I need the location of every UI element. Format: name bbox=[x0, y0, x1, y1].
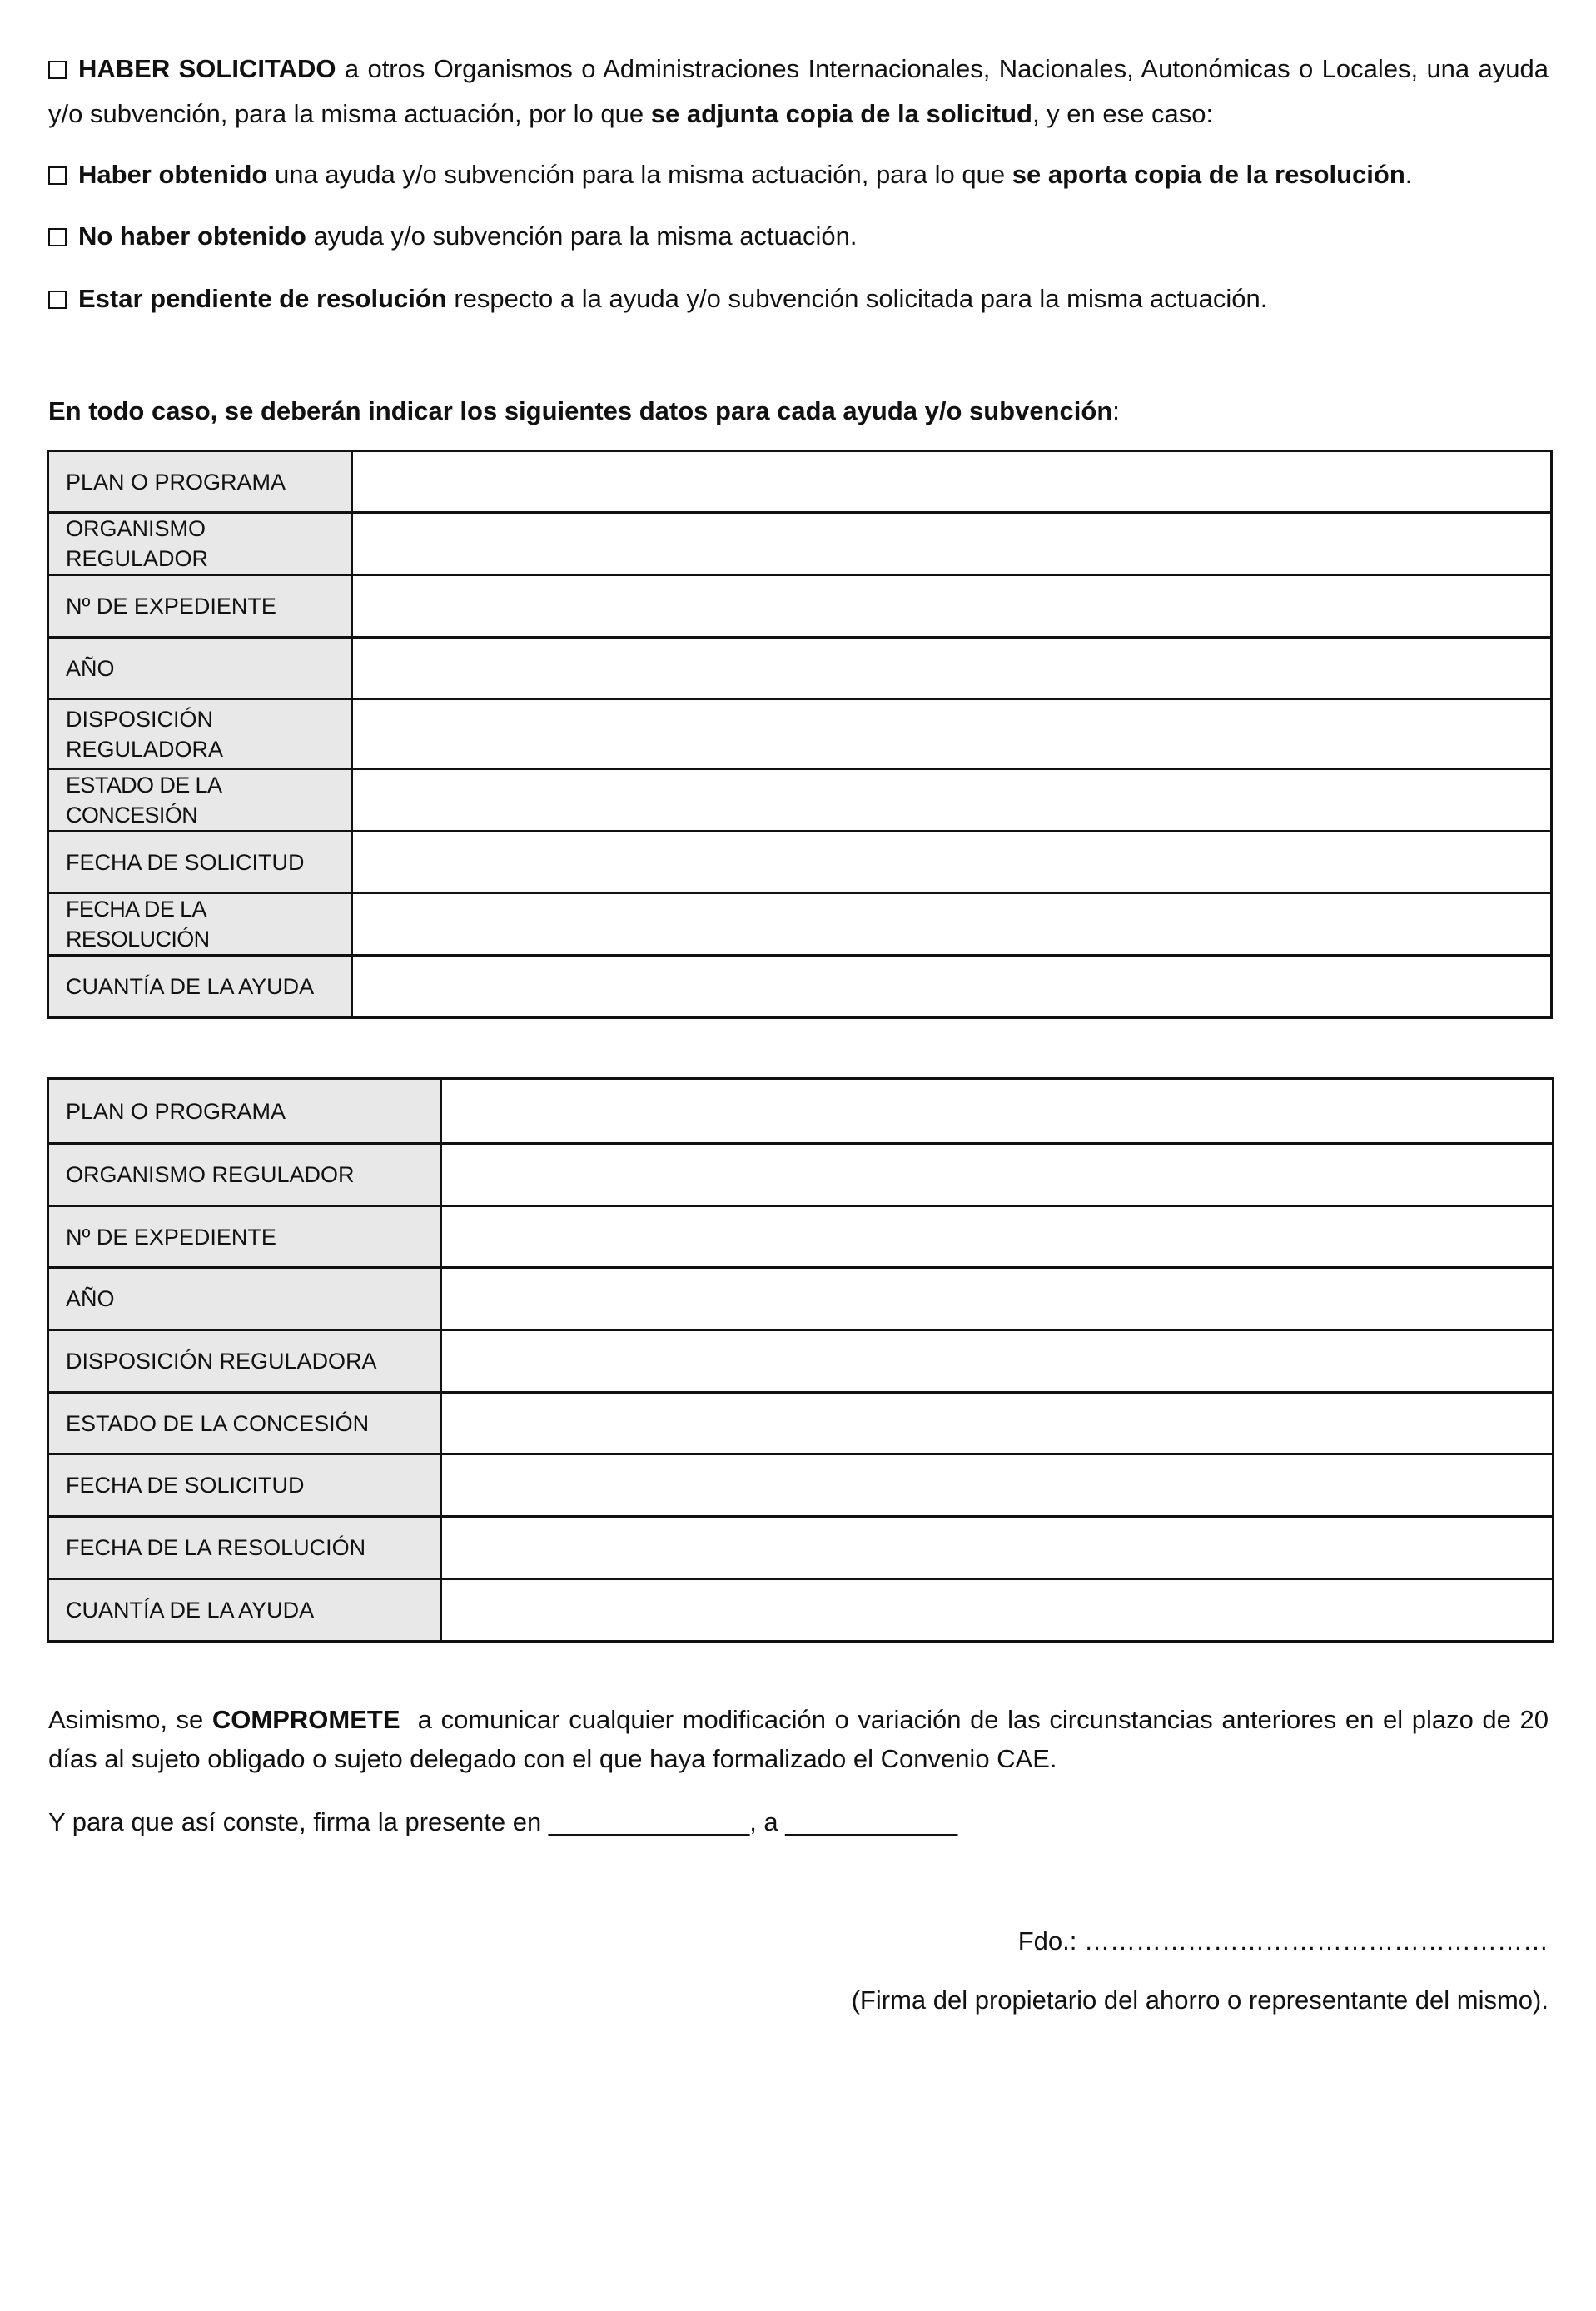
closing-line: Y para que así conste, firma la presente en ______________, a ____________ bbox=[48, 1807, 958, 1836]
table-row bbox=[48, 1268, 1554, 1330]
row-label: AÑO bbox=[48, 638, 352, 699]
option-text: una ayuda y/o subvención para la misma actuación, para lo que bbox=[267, 160, 1012, 189]
row-label: Nº DE EXPEDIENTE bbox=[48, 575, 352, 638]
pendiente-checkbox[interactable] bbox=[48, 291, 67, 309]
intro-bold-2: se adjunta copia de la solicitud bbox=[650, 99, 1032, 128]
row-label: CUANTÍA DE LA AYUDA bbox=[48, 956, 352, 1018]
row-label: FECHA DE SOLICITUD bbox=[48, 1454, 441, 1517]
organismo-regulador-field[interactable] bbox=[352, 513, 1552, 575]
commitment-text: a comunicar cualquier modificación o variación de las circunstancias anteriores en el plazo de 20 días al sujeto obligado o sujeto delegado con el que haya formalizado el Convenio CAE. bbox=[48, 1705, 1556, 1773]
signature-note: (Firma del propietario del ahorro o representante del mismo). bbox=[851, 1985, 1549, 2015]
estado-concesion-field[interactable] bbox=[441, 1393, 1554, 1454]
anio-field[interactable] bbox=[441, 1268, 1554, 1330]
table-heading-end: : bbox=[1112, 396, 1120, 425]
option-no-obtenido bbox=[48, 220, 1549, 253]
option-bold: No haber obtenido bbox=[78, 221, 306, 251]
row-label: DISPOSICIÓN REGULADORA bbox=[48, 699, 352, 769]
table-row bbox=[48, 893, 1552, 956]
row-label: PLAN O PROGRAMA bbox=[48, 451, 352, 513]
row-label: FECHA DE SOLICITUD bbox=[48, 832, 352, 893]
table-row bbox=[48, 1393, 1554, 1454]
row-label: ESTADO DE LA CONCESIÓN bbox=[48, 1393, 441, 1454]
commitment-start: Asimismo, se bbox=[48, 1705, 212, 1734]
table-row bbox=[48, 1517, 1554, 1579]
intro-text: a otros Organismos o Administraciones Internacionales, Nacionales, Autonómicas o Locales, una ayuda y/o subvención, para la misma actuación, por lo que bbox=[48, 54, 1549, 128]
row-label: ORGANISMO REGULADOR bbox=[48, 1144, 441, 1206]
table-row bbox=[48, 513, 1552, 575]
option-pendiente bbox=[48, 282, 1549, 316]
cuantia-field[interactable] bbox=[441, 1579, 1554, 1642]
anio-field[interactable] bbox=[352, 638, 1552, 699]
table-row bbox=[48, 575, 1552, 638]
organismo-regulador-field[interactable] bbox=[441, 1144, 1554, 1206]
intro-bold: HABER SOLICITADO bbox=[78, 54, 336, 83]
signature-line[interactable]: Fdo.: ……………………………………………… bbox=[1017, 1926, 1549, 1956]
row-label: AÑO bbox=[48, 1268, 441, 1330]
table-row bbox=[48, 956, 1552, 1018]
aid-table-1 bbox=[47, 450, 1553, 1019]
fecha-solicitud-field[interactable] bbox=[352, 832, 1552, 893]
row-label: PLAN O PROGRAMA bbox=[48, 1079, 441, 1144]
commitment-bold: COMPROMETE bbox=[211, 1705, 400, 1734]
row-label: FECHA DE LA RESOLUCIÓN bbox=[48, 893, 352, 956]
option-text: respecto a la ayuda y/o subvención solicitada para la misma actuación. bbox=[446, 284, 1268, 313]
table-row bbox=[48, 1579, 1554, 1642]
row-label: CUANTÍA DE LA AYUDA bbox=[48, 1579, 441, 1642]
plan-programa-field[interactable] bbox=[441, 1079, 1554, 1144]
table-row bbox=[48, 1330, 1554, 1393]
option-bold: Estar pendiente de resolución bbox=[78, 284, 447, 313]
option-obtenido bbox=[48, 158, 1549, 191]
cuantia-field[interactable] bbox=[352, 956, 1552, 1018]
option-bold: Haber obtenido bbox=[78, 160, 268, 189]
table-row bbox=[48, 1454, 1554, 1517]
no-obtenido-checkbox[interactable] bbox=[48, 228, 67, 246]
row-label: ORGANISMO REGULADOR bbox=[48, 513, 352, 575]
fecha-solicitud-field[interactable] bbox=[441, 1454, 1554, 1517]
table-row bbox=[48, 451, 1552, 513]
fecha-resolucion-field[interactable] bbox=[352, 893, 1552, 956]
disposicion-reguladora-field[interactable] bbox=[352, 699, 1552, 769]
table-heading-bold: En todo caso, se deberán indicar los siguientes datos para cada ayuda y/o subvención bbox=[48, 396, 1113, 425]
option-text: ayuda y/o subvención para la misma actuación. bbox=[306, 221, 858, 251]
table-row bbox=[48, 769, 1552, 832]
option-bold-2: se aporta copia de la resolución bbox=[1012, 160, 1405, 189]
table-row bbox=[48, 638, 1552, 699]
table-row bbox=[48, 832, 1552, 893]
haber-solicitado-checkbox[interactable] bbox=[48, 61, 67, 79]
expediente-field[interactable] bbox=[352, 575, 1552, 638]
table-row bbox=[48, 1206, 1554, 1268]
row-label: FECHA DE LA RESOLUCIÓN bbox=[48, 1517, 441, 1579]
table-row bbox=[48, 1079, 1554, 1144]
table-row bbox=[48, 699, 1552, 769]
plan-programa-field[interactable] bbox=[352, 451, 1552, 513]
intro-end: , y en ese caso: bbox=[1032, 99, 1214, 128]
aid-table-2 bbox=[47, 1077, 1554, 1643]
estado-concesion-field[interactable] bbox=[352, 769, 1552, 832]
table-row bbox=[48, 1144, 1554, 1206]
obtenido-checkbox[interactable] bbox=[48, 166, 67, 185]
row-label: Nº DE EXPEDIENTE bbox=[48, 1206, 441, 1268]
row-label: DISPOSICIÓN REGULADORA bbox=[48, 1330, 441, 1393]
declaration-intro bbox=[48, 47, 1549, 137]
commitment-paragraph bbox=[48, 1700, 1556, 1778]
row-label: ESTADO DE LA CONCESIÓN bbox=[48, 769, 352, 832]
table-heading bbox=[48, 395, 1120, 428]
option-end: . bbox=[1405, 160, 1413, 189]
disposicion-reguladora-field[interactable] bbox=[441, 1330, 1554, 1393]
fecha-resolucion-field[interactable] bbox=[441, 1517, 1554, 1579]
expediente-field[interactable] bbox=[441, 1206, 1554, 1268]
